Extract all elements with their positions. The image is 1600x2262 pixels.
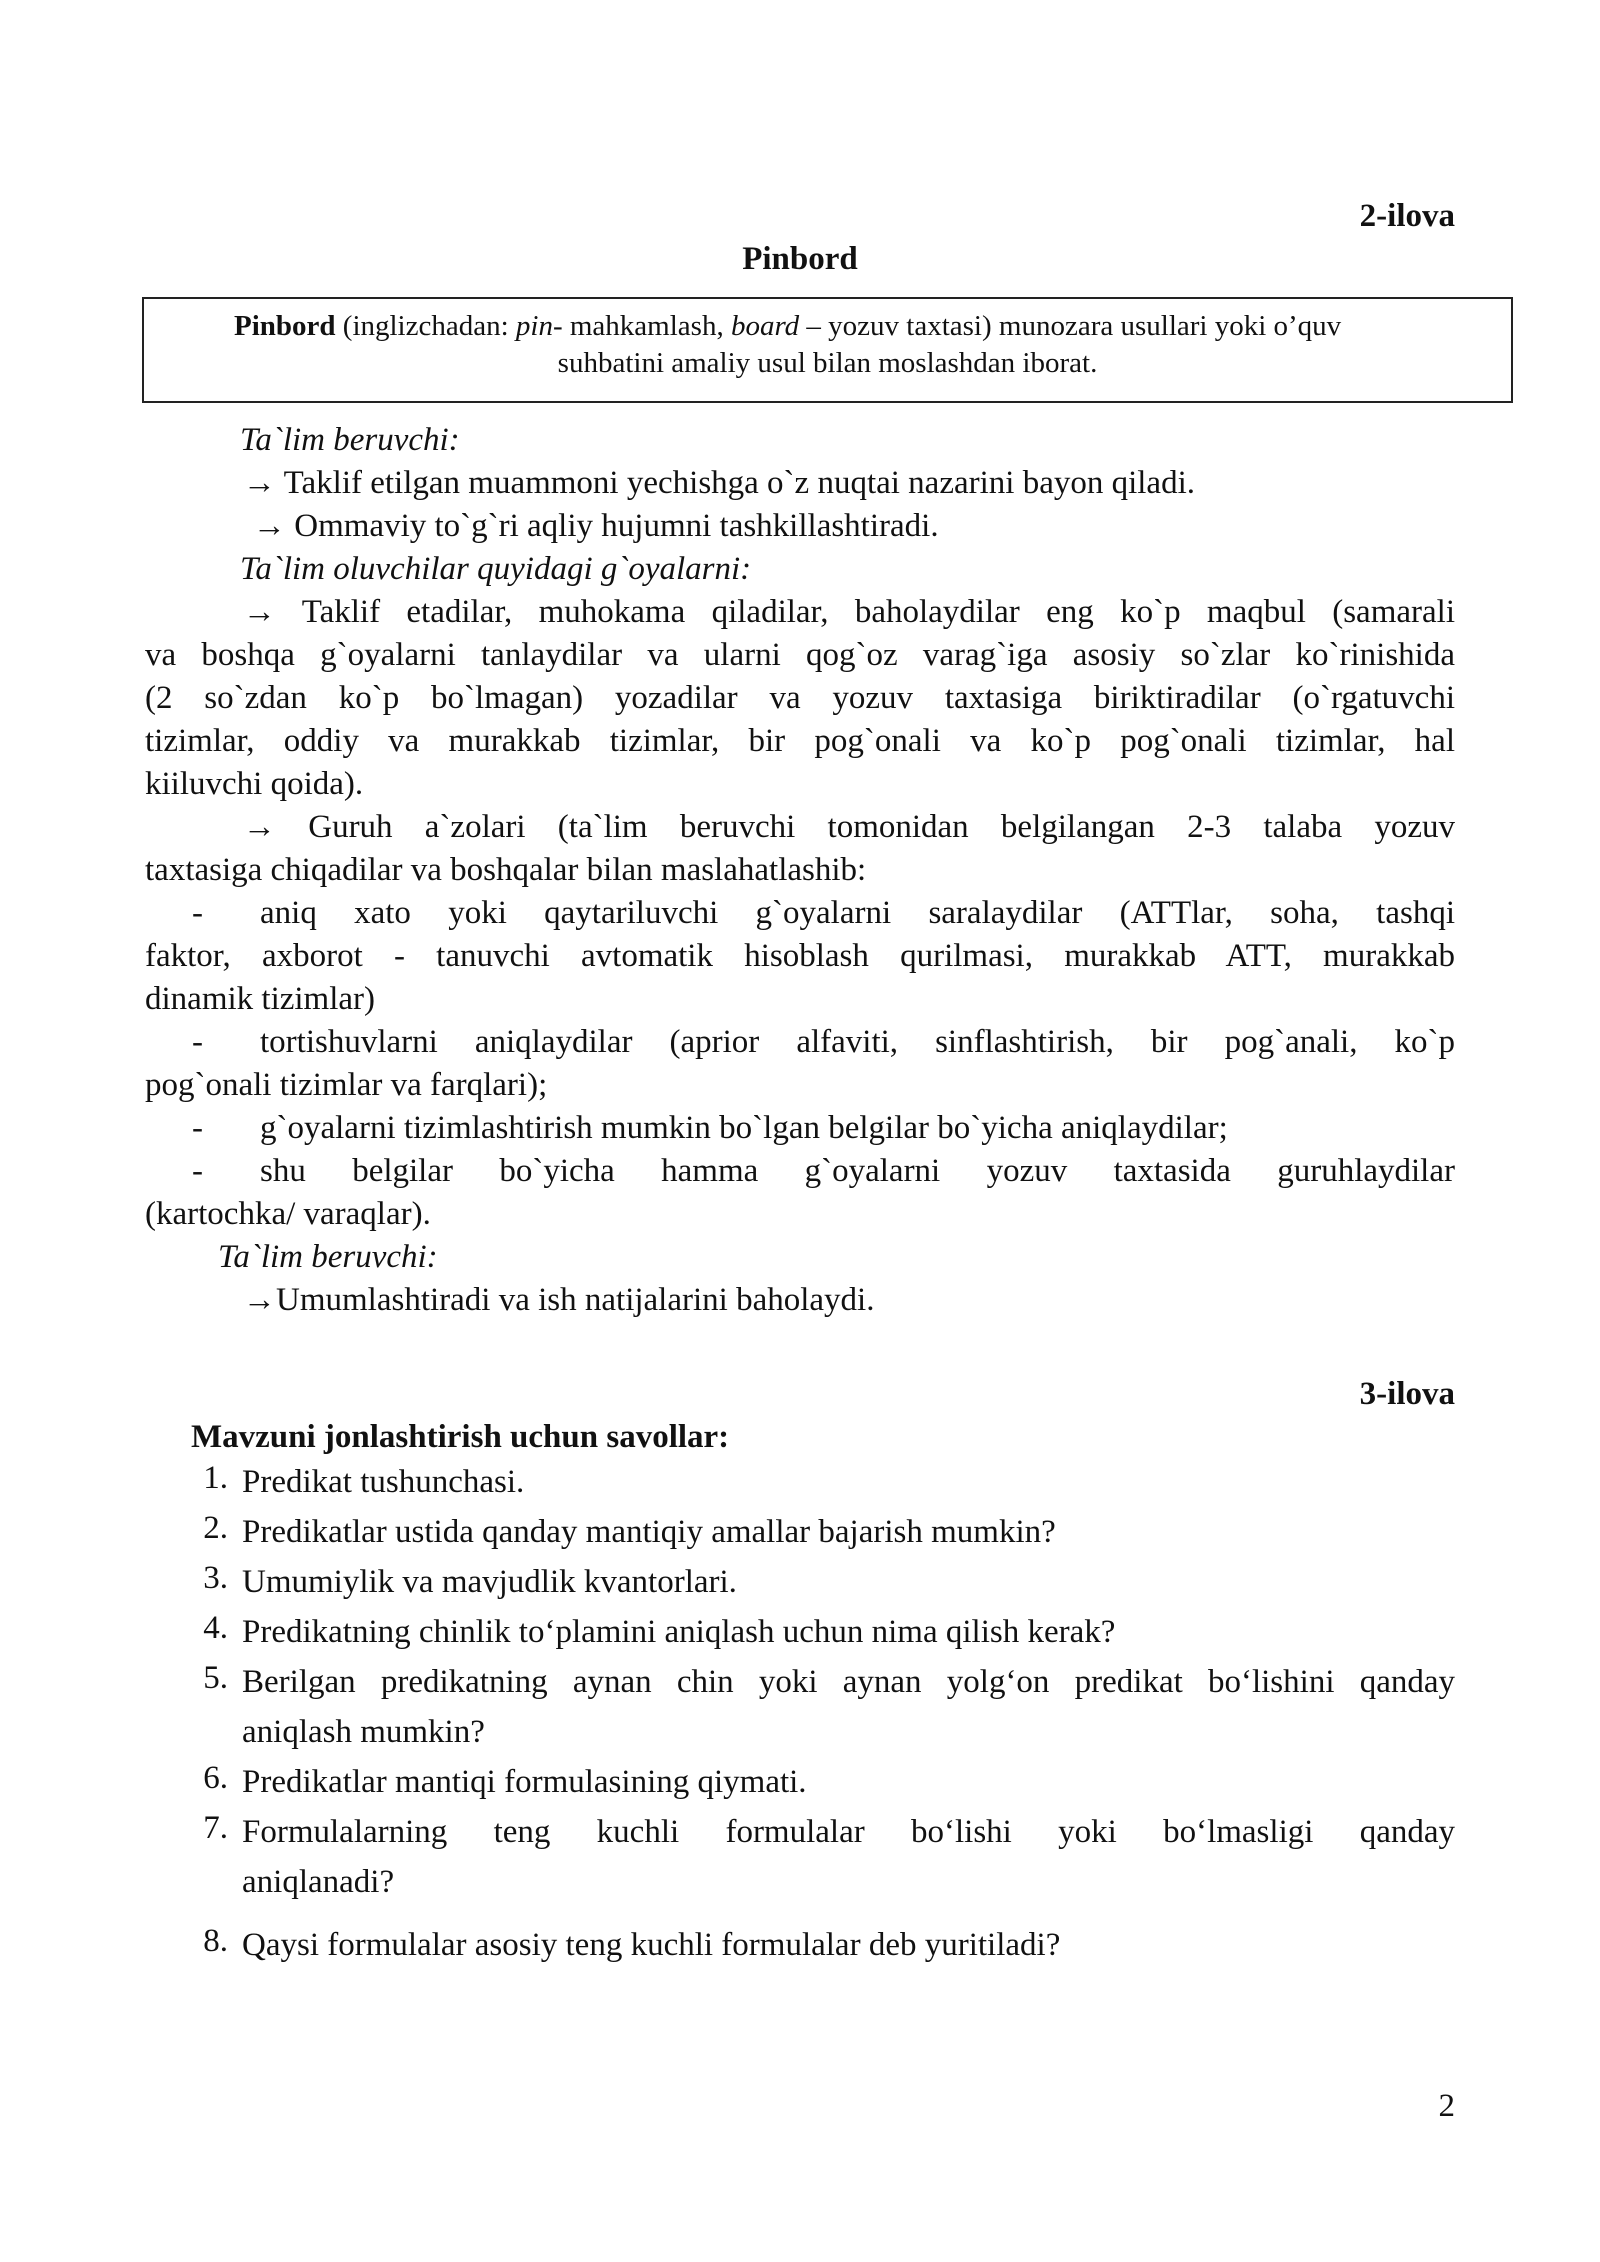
definition-term: Pinbord [234, 310, 336, 342]
question-text: Predikatlar mantiqi formulasining qiymati. [242, 1764, 807, 1800]
question-text: Predikat tushunchasi. [242, 1464, 525, 1500]
question-text: Predikatlar ustida qanday mantiqiy amallar bajarish mumkin? [242, 1514, 1056, 1550]
bullet-line: g`oyalarni tizimlashtirish mumkin bo`lgan belgilar bo`yicha aniqlaydilar; [260, 1110, 1228, 1146]
definition-line-2: suhbatini amaliy usul bilan moslashdan iborat. [557, 347, 1098, 379]
question-number: 4. [203, 1610, 228, 1646]
questions-title: Mavzuni jonlashtirish uchun savollar: [191, 1419, 730, 1455]
dash-marker: - [192, 895, 203, 931]
question-text: Predikatning chinlik to‘plamini aniqlash uchun nima qilish kerak? [242, 1614, 1116, 1650]
dash-marker: - [192, 1110, 203, 1146]
teacher-heading: Ta`lim beruvchi: [218, 1239, 438, 1275]
teacher-step: → Taklif etilgan muammoni yechishga o`z nuqtai nazarini bayon qiladi. [243, 465, 1195, 501]
paragraph-line: → Guruh a`zolari (ta`lim beruvchi tomonidan belgilangan 2-3 talaba yozuv [243, 809, 1455, 845]
question-number: 3. [203, 1560, 228, 1596]
question-number: 2. [203, 1510, 228, 1546]
definition-text: (inglizchadan: [335, 310, 516, 342]
section-title: Pinbord [742, 241, 858, 277]
page-number: 2 [1438, 2088, 1455, 2124]
definition-text: - mahkamlash, [552, 310, 731, 342]
question-text: Formulalarning teng kuchli formulalar bo‘lishi yoki bo‘lmasligi qanday [242, 1814, 1455, 1850]
bullet-line: pog`onali tizimlar va farqlari); [145, 1067, 548, 1103]
bullet-line: tortishuvlarni aniqlaydilar (aprior alfaviti, sinflashtirish, bir pog`anali, ko`p [260, 1024, 1455, 1060]
question-number: 1. [203, 1460, 228, 1496]
question-number: 5. [203, 1660, 228, 1696]
definition-text: – yozuv taxtasi) munozara usullari yoki o’quv [799, 310, 1342, 342]
paragraph-line: taxtasiga chiqadilar va boshqalar bilan maslahatlashib: [145, 852, 867, 888]
question-number: 6. [203, 1760, 228, 1796]
annex-3-label: 3-ilova [1359, 1376, 1455, 1412]
dash-marker: - [192, 1024, 203, 1060]
paragraph-line: kiiluvchi qoida). [145, 766, 364, 802]
paragraph-line: → Taklif etadilar, muhokama qiladilar, baholaydilar eng ko`p maqbul (samarali [243, 594, 1455, 630]
final-step: →Umumlashtiradi va ish natijalarini baholaydi. [243, 1282, 875, 1318]
question-text: aniqlanadi? [242, 1864, 395, 1900]
paragraph-line: va boshqa g`oyalarni tanlaydilar va ularni qog`oz varag`iga asosiy so`zlar ko`rinishida [145, 637, 1455, 673]
bullet-line: shu belgilar bo`yicha hamma g`oyalarni yozuv taxtasida guruhlaydilar [260, 1153, 1455, 1189]
annex-2-label: 2-ilova [1359, 198, 1455, 234]
bullet-line: dinamik tizimlar) [145, 981, 376, 1017]
definition-box [142, 297, 1513, 403]
question-text: Berilgan predikatning aynan chin yoki aynan yolg‘on predikat bo‘lishini qanday [242, 1664, 1455, 1700]
teacher-step: → Ommaviy to`g`ri aqliy hujumni tashkillashtiradi. [253, 508, 939, 544]
question-number: 7. [203, 1810, 228, 1846]
bullet-line: faktor, axborot - tanuvchi avtomatik hisoblash qurilmasi, murakkab ATT, murakkab [145, 938, 1455, 974]
students-heading: Ta`lim oluvchilar quyidagi g`oyalarni: [240, 551, 752, 587]
question-text: Qaysi formulalar asosiy teng kuchli formulalar deb yuritiladi? [242, 1927, 1061, 1963]
question-number: 8. [203, 1923, 228, 1959]
bullet-line: aniq xato yoki qaytariluvchi g`oyalarni saralaydilar (ATTlar, soha, tashqi [260, 895, 1455, 931]
paragraph-line: (2 so`zdan ko`p bo`lmagan) yozadilar va yozuv taxtasiga biriktiradilar (o`rgatuvchi [145, 680, 1455, 716]
bullet-line: (kartochka/ varaqlar). [145, 1196, 431, 1232]
definition-term-board: board [730, 310, 800, 342]
definition-line-1 [164, 308, 1491, 345]
question-text: aniqlash mumkin? [242, 1714, 485, 1750]
paragraph-line: tizimlar, oddiy va murakkab tizimlar, bir pog`onali va ko`p pog`onali tizimlar, hal [145, 723, 1455, 759]
definition-term-pin: pin [515, 310, 553, 342]
question-text: Umumiylik va mavjudlik kvantorlari. [242, 1564, 737, 1600]
teacher-heading: Ta`lim beruvchi: [240, 422, 460, 458]
dash-marker: - [192, 1153, 203, 1189]
